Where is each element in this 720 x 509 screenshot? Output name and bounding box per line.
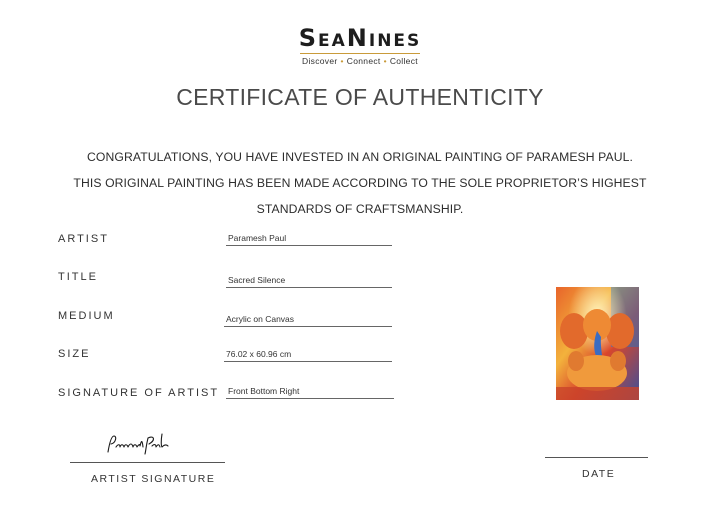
field-label-signature: SIGNATURE OF ARTIST: [58, 387, 220, 399]
ganesha-painting-icon: [556, 287, 639, 400]
intro-line: THIS ORIGINAL PAINTING HAS BEEN MADE ACCORDING TO THE SOLE PROPRIETOR’S HIGHEST: [73, 176, 647, 190]
field-label-size: SIZE: [58, 348, 91, 360]
field-label-medium: MEDIUM: [58, 310, 115, 322]
brand-tagline: Discover • Connect • Collect: [302, 56, 418, 66]
brand-logo: SEANINES: [298, 24, 422, 52]
intro-line: CONGRATULATIONS, YOU HAVE INVESTED IN AN ORIGINAL PAINTING OF PARAMESH PAUL.: [87, 150, 633, 164]
field-value-medium: Acrylic on Canvas: [224, 313, 392, 327]
certificate-title: CERTIFICATE OF AUTHENTICITY: [176, 84, 544, 110]
field-label-title: TITLE: [58, 271, 98, 283]
field-label-artist: ARTIST: [58, 233, 109, 245]
artist-signature-label: ARTIST SIGNATURE: [91, 473, 216, 485]
field-value-title: Sacred Silence: [226, 274, 392, 288]
logo-underline: [300, 53, 420, 54]
field-value-size: 76.02 x 60.96 cm: [224, 348, 392, 362]
field-value-signature: Front Bottom Right: [226, 385, 394, 399]
handwritten-signature: [104, 430, 172, 458]
date-line: [545, 457, 648, 458]
certificate-intro: [40, 144, 680, 222]
intro-line: STANDARDS OF CRAFTSMANSHIP.: [256, 202, 464, 216]
field-value-artist: Paramesh Paul: [226, 232, 392, 246]
date-label: DATE: [582, 468, 616, 480]
artist-signature-line: [70, 462, 225, 463]
